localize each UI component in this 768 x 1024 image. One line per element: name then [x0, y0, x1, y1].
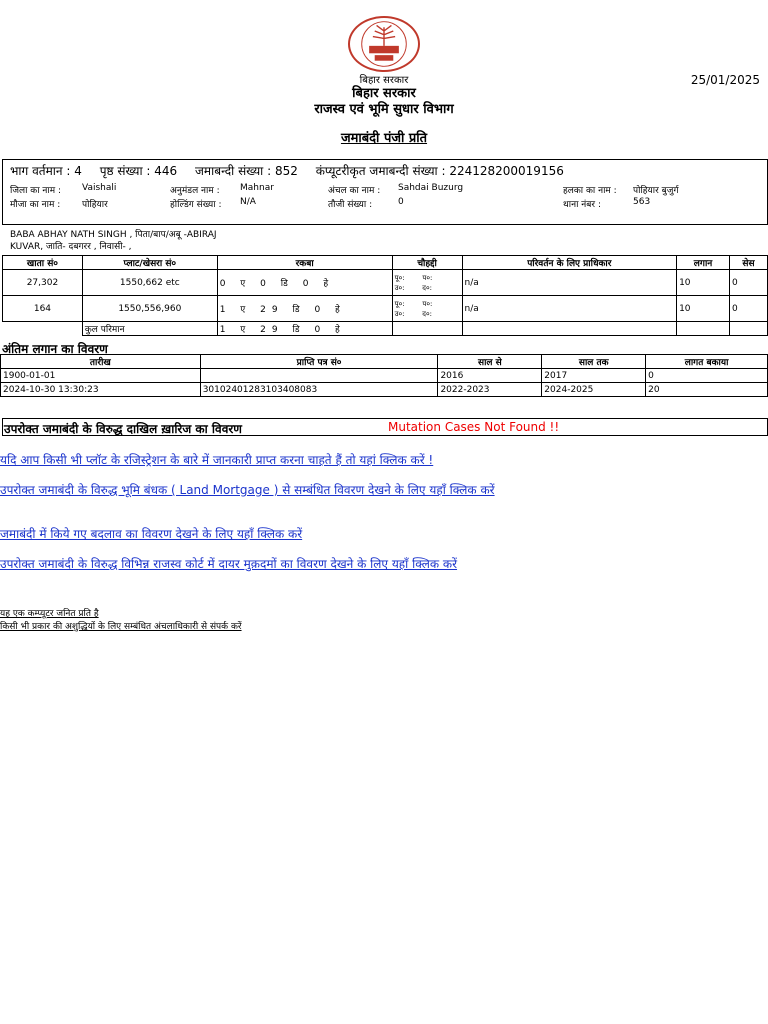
owner-line-1: BABA ABHAY NATH SINGH , पिता/बाप/अबू -ABIRAJ: [10, 230, 217, 240]
holding-label: होल्डिंग संख्या :: [170, 200, 222, 210]
mauja-label: मौजा का नाम :: [10, 200, 61, 210]
year-to-cell: 2017: [542, 369, 646, 383]
jamabandi-changes-link[interactable]: जमाबंदी में किये गए बदलाव का विवरण देखने के लिए यहाँ क्लिक करें: [0, 527, 303, 541]
rakba-cell: 0 ए 0 डि 0 हे: [217, 270, 392, 296]
column-header: प्राप्ति पत्र सं०: [200, 355, 438, 369]
column-header: तारीख: [1, 355, 201, 369]
table-row: [1, 369, 768, 383]
empty-cell: [3, 322, 83, 336]
north-label: उ०:: [394, 309, 405, 318]
chauhaddi-cell: [392, 270, 462, 296]
government-name: बिहार सरकार: [352, 86, 416, 101]
lagan-cell: 10: [677, 296, 730, 322]
date-cell: 1900-01-01: [1, 369, 201, 383]
lagan-cell: 10: [677, 270, 730, 296]
column-header: लगान: [677, 256, 730, 270]
registration-info-link[interactable]: यदि आप किसी भी प्लॉट के रजिस्ट्रेशन के बारे में जानकारी प्राप्त करना चाहते हैं तो यहां क्लिक करें !: [0, 453, 434, 467]
computerized-jamabandi-number: कंप्यूटरीकृत जमाबन्दी संख्या : 224128200019156: [315, 164, 564, 178]
land-mortgage-link[interactable]: उपरोक्त जमाबंदी के विरुद्ध भूमि बंधक ( Land Mortgage ) से सम्बंधित विवरण देखने के लिए यहाँ क्लिक करें: [0, 483, 495, 497]
total-label: कुल परिमान: [82, 322, 217, 336]
halka-label: हलका का नाम :: [563, 186, 617, 196]
page-number: पृष्ठ संख्या : 446: [99, 164, 178, 178]
column-header: साल तक: [542, 355, 646, 369]
total-rakba: 1 ए 29 डि 0 हे: [217, 322, 392, 336]
column-header: लागत बकाया: [646, 355, 768, 369]
department-name: राजस्व एवं भूमि सुधार विभाग: [314, 102, 454, 117]
owner-details: [10, 229, 310, 253]
mutation-status: Mutation Cases Not Found !!: [388, 420, 560, 434]
column-header: खाता सं०: [3, 256, 83, 270]
district-value: Vaishali: [82, 183, 117, 193]
bihar-govt-emblem-icon: [348, 16, 420, 72]
holding-value: N/A: [240, 197, 256, 207]
south-label: द०:: [422, 309, 432, 318]
west-label: प०:: [422, 273, 433, 282]
thana-label: थाना नंबर :: [563, 200, 601, 210]
receipt-cell: [200, 369, 438, 383]
owner-line-2: KUVAR, जाति- दबगरर , निवासी- ,: [10, 242, 132, 252]
halka-value: पोहियार बुजुर्ग: [633, 186, 679, 196]
circle-label: अंचल का नाम :: [328, 186, 381, 196]
empty-cell: [392, 322, 462, 336]
bhag-number: भाग वर्तमान : 4: [10, 164, 82, 178]
empty-cell: [462, 322, 677, 336]
column-header: प्लाट/खेसरा सं०: [82, 256, 217, 270]
column-header: सेस: [730, 256, 768, 270]
south-label: द०:: [422, 283, 432, 292]
jamabandi-number: जमाबन्दी संख्या : 852: [195, 164, 298, 178]
circle-value: Sahdai Buzurg: [398, 183, 464, 193]
due-cell: 20: [646, 383, 768, 397]
east-label: पू०:: [394, 299, 405, 308]
column-header: साल से: [438, 355, 542, 369]
column-header: रकबा: [217, 256, 392, 270]
subdivision-label: अनुमंडल नाम :: [170, 186, 220, 196]
khata-table: [2, 255, 768, 336]
date-cell: 2024-10-30 13:30:23: [1, 383, 201, 397]
year-to-cell: 2024-2025: [542, 383, 646, 397]
empty-cell: [677, 322, 730, 336]
ses-cell: 0: [730, 270, 768, 296]
tauji-value: 0: [398, 197, 404, 207]
mutation-label: उपरोक्त जमाबंदी के विरुद्ध दाखिल ख़ारिज का विवरण: [4, 422, 242, 436]
receipt-cell: 30102401283103408083: [200, 383, 438, 397]
print-date: 25/01/2025: [690, 73, 760, 87]
lagan-section-title: अंतिम लगान का विवरण: [2, 342, 108, 356]
west-label: प०:: [422, 299, 433, 308]
rakba-cell: 1 ए 29 डि 0 हे: [217, 296, 392, 322]
ses-cell: 0: [730, 296, 768, 322]
year-from-cell: 2022-2023: [438, 383, 542, 397]
tauji-label: तौजी संख्या :: [328, 200, 373, 210]
column-header: चौहद्दी: [392, 256, 462, 270]
due-cell: 0: [646, 369, 768, 383]
mauja-value: पोहियार: [82, 200, 108, 210]
column-header: परिवर्तन के लिए प्राधिकार: [462, 256, 677, 270]
east-label: पू०:: [394, 273, 405, 282]
header-subtitle: बिहार सरकार: [359, 75, 409, 86]
plot-cell: 1550,556,960: [82, 296, 217, 322]
khata-cell: 27,302: [3, 270, 83, 296]
authority-cell: n/a: [462, 270, 677, 296]
khata-cell: 164: [3, 296, 83, 322]
empty-cell: [730, 322, 768, 336]
north-label: उ०:: [394, 283, 405, 292]
table-row: [1, 383, 768, 397]
subdivision-value: Mahnar: [240, 183, 274, 193]
total-row: [3, 322, 768, 336]
district-label: जिला का नाम :: [10, 186, 62, 196]
year-from-cell: 2016: [438, 369, 542, 383]
lagan-table: [0, 354, 768, 397]
page-title: जमाबंदी पंजी प्रति: [340, 131, 428, 146]
footer-note-2: किसी भी प्रकार की अशुद्धियों के लिए सम्बंधित अंचलाधिकारी से संपर्क करें: [0, 622, 242, 632]
footer-note-1: यह एक कम्प्यूटर जनित प्रति है: [0, 609, 99, 619]
thana-value: 563: [633, 197, 651, 207]
plot-cell: 1550,662 etc: [82, 270, 217, 296]
chauhaddi-cell: [392, 296, 462, 322]
authority-cell: n/a: [462, 296, 677, 322]
table-row: [3, 296, 768, 322]
summary-line: [10, 162, 578, 179]
table-row: [3, 270, 768, 296]
court-cases-link[interactable]: उपरोक्त जमाबंदी के विरुद्ध विभिन्न राजस्व कोर्ट में दायर मुक़दमों का विवरण देखने के लिए यहाँ क्लिक करें: [0, 557, 458, 571]
